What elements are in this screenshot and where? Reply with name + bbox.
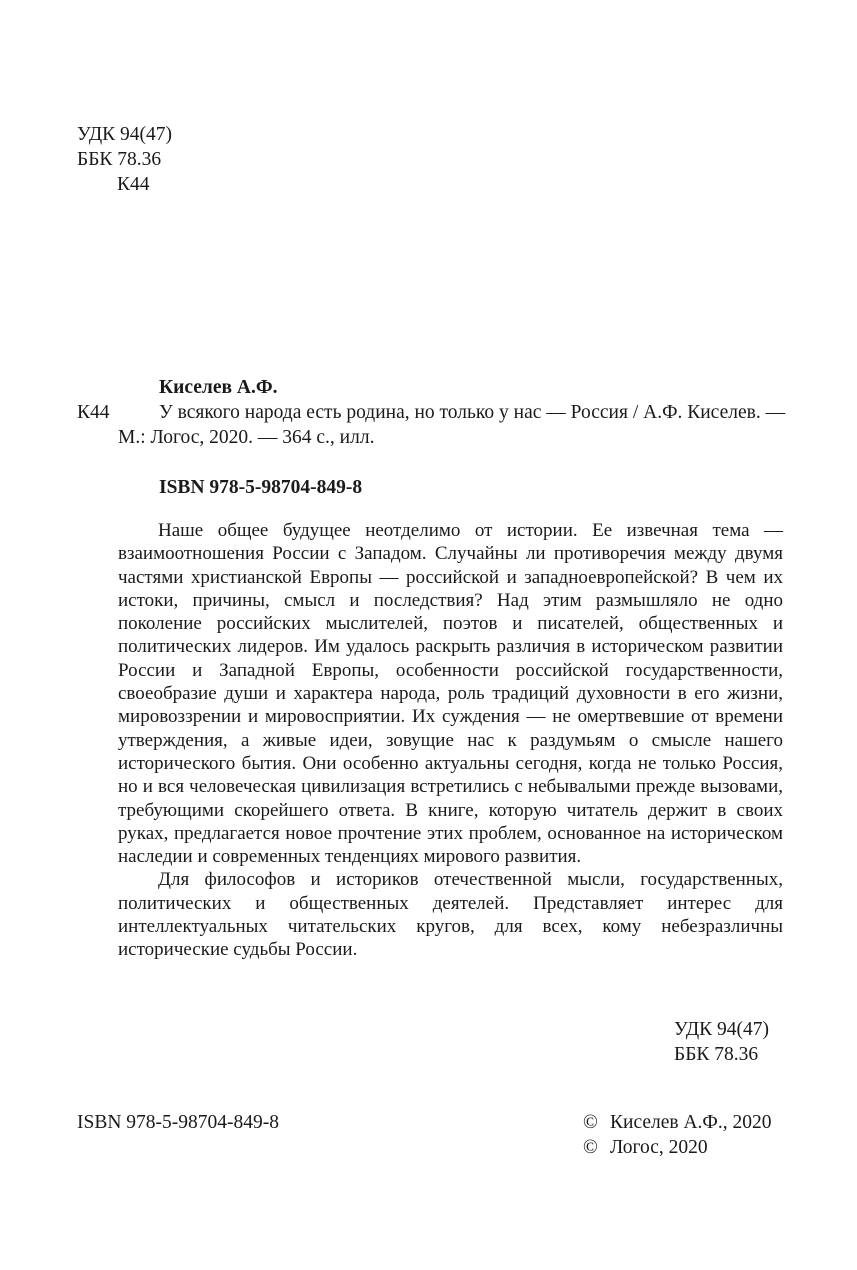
udk-code-bottom: УДК 94(47) bbox=[674, 1019, 770, 1040]
udk-code-top: УДК 94(47) bbox=[77, 124, 173, 145]
copyright-author-text: Киселев А.Ф., 2020 bbox=[610, 1112, 772, 1133]
copyright-publisher-text: Логос, 2020 bbox=[610, 1137, 708, 1158]
bbk-code-top: ББК 78.36 bbox=[77, 149, 162, 170]
record-isbn: ISBN 978-5-98704-849-8 bbox=[159, 477, 363, 498]
copyright-sign: © bbox=[583, 1137, 598, 1158]
record-title-line: У всякого народа есть родина, но только у нас — Россия / А.Ф. Киселев. — bbox=[159, 402, 786, 423]
copyright-sign: © bbox=[583, 1112, 598, 1133]
author-mark-top: К44 bbox=[117, 174, 150, 195]
annotation-paragraph-1: Наше общее будущее неотделимо от истории. Ее извечная тема — взаимоотношения России с Западом. Случайны ли противоречия между двумя частями христианской Европы — российской и западноевропейской? В чем их истоки, причины, смысл и последствия? Над этим размышляло не одно поколение российских мыслителей, поэтов и писателей, общественных и политических лидеров. Им удалось раскрыть различия в историческом развитии России и Западной Европы, особенности российской государственности, своеобразие души и характера народа, роль традиций духовности в его жизни, мировоззрении и мировосприятии. Их суждения — не омертвевшие от времени утверждения, а живые идеи, зовущие нас к раздумьям о смысле нашего исторического бытия. Они особенно актуальны сегодня, когда не только Россия, но и вся человеческая цивилизация встретились с небывалыми прежде вызовами, требующими скорейшего ответа. В книге, которую читатель держит в своих руках, предлагается новое прочтение этих проблем, основанное на историческом наследии и современных тенденциях мирового развития. bbox=[118, 520, 783, 868]
bbk-code-bottom: ББК 78.36 bbox=[674, 1044, 759, 1065]
record-imprint-line: М.: Логос, 2020. — 364 с., илл. bbox=[118, 427, 375, 448]
copyright-publisher bbox=[583, 1136, 708, 1160]
annotation bbox=[118, 519, 783, 962]
record-author: Киселев А.Ф. bbox=[159, 377, 278, 398]
footer-isbn: ISBN 978-5-98704-849-8 bbox=[77, 1112, 280, 1133]
copyright-author bbox=[583, 1111, 771, 1135]
annotation-paragraph-2: Для философов и историков отечественной мысли, государственных, политических и общественных деятелей. Представляет интерес для интеллектуальных читательских кругов, для всех, кому небезразличны исторические судьбы России. bbox=[118, 869, 783, 961]
record-author-mark: К44 bbox=[77, 402, 110, 423]
